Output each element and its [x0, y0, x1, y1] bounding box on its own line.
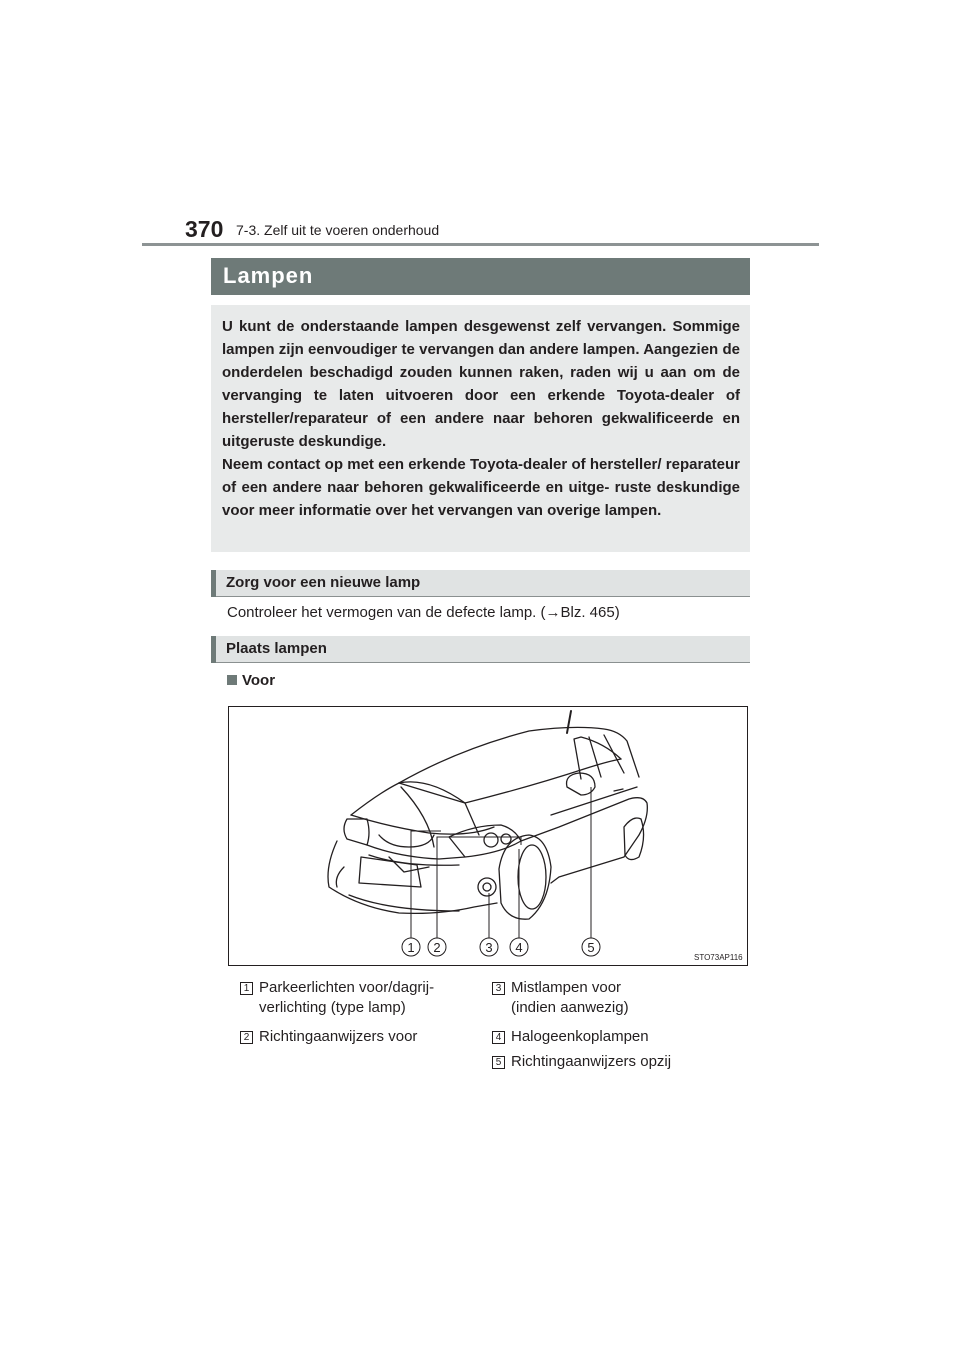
legend-text-4: Halogeenkoplampen [511, 1028, 649, 1045]
legend-number-2: 2 [240, 1031, 253, 1044]
subheading-bar [211, 570, 216, 597]
intro-paragraph-2: Neem contact op met een erkende Toyota-dealer of hersteller/ reparateur of een andere naar behoren gekwalificeerde en uitge- ruste deskundige voor meer informatie over het vervangen van overige lampen. [222, 456, 740, 519]
legend-number-3: 3 [492, 982, 505, 995]
callout-3-label: 3 [485, 940, 493, 955]
subheading-bar [211, 636, 216, 663]
bullet-square-icon [227, 675, 237, 685]
legend-number-5: 5 [492, 1056, 505, 1069]
subheading-new-lamp-label: Zorg voor een nieuwe lamp [226, 574, 421, 591]
legend-text-3: Mistlampen voor (indien aanwezig) [511, 979, 629, 1016]
page-number: 370 [185, 216, 224, 242]
header-divider [142, 243, 819, 246]
intro-box [211, 305, 750, 552]
section-banner [211, 258, 750, 295]
car-illustration [229, 707, 749, 967]
subheading-locations-label: Plaats lampen [226, 640, 327, 657]
check-wattage-text: Controleer het vermogen van de defecte lamp. (→Blz. 465) [227, 604, 620, 621]
callout-2-label: 2 [433, 940, 441, 955]
callout-5-label: 5 [587, 940, 595, 955]
intro-paragraph-1: U kunt de onderstaande lampen desgewenst zelf vervangen. Sommige lampen zijn eenvoudiger te vervangen dan andere lampen. Aangezien de onderdelen beschadigd zouden kunnen raken, raden wij u aan om de vervanging te laten uitvoeren door een erkende Toyota-dealer of hersteller/reparateur of een andere naar behoren gekwalificeerde en uitgeruste deskundige. [222, 318, 740, 450]
subheading-new-lamp [211, 570, 750, 597]
legend-text-2: Richtingaanwijzers voor [259, 1028, 418, 1045]
chapter-title: 7-3. Zelf uit te voeren onderhoud [236, 222, 440, 238]
subheading-locations [211, 636, 750, 663]
legend-text-1: Parkeerlichten voor/dagrij- verlichting (type lamp) [259, 979, 435, 1016]
figure-code: STO73AP116 [694, 953, 743, 962]
callout-4-label: 4 [515, 940, 523, 955]
front-label-text: Voor [242, 672, 276, 689]
legend-text-5: Richtingaanwijzers opzij [511, 1053, 672, 1070]
front-label [227, 672, 275, 689]
callout-1-label: 1 [407, 940, 415, 955]
section-title: Lampen [223, 263, 314, 288]
legend-number-4: 4 [492, 1031, 505, 1044]
car-front-figure [228, 706, 748, 966]
legend-number-1: 1 [240, 982, 253, 995]
